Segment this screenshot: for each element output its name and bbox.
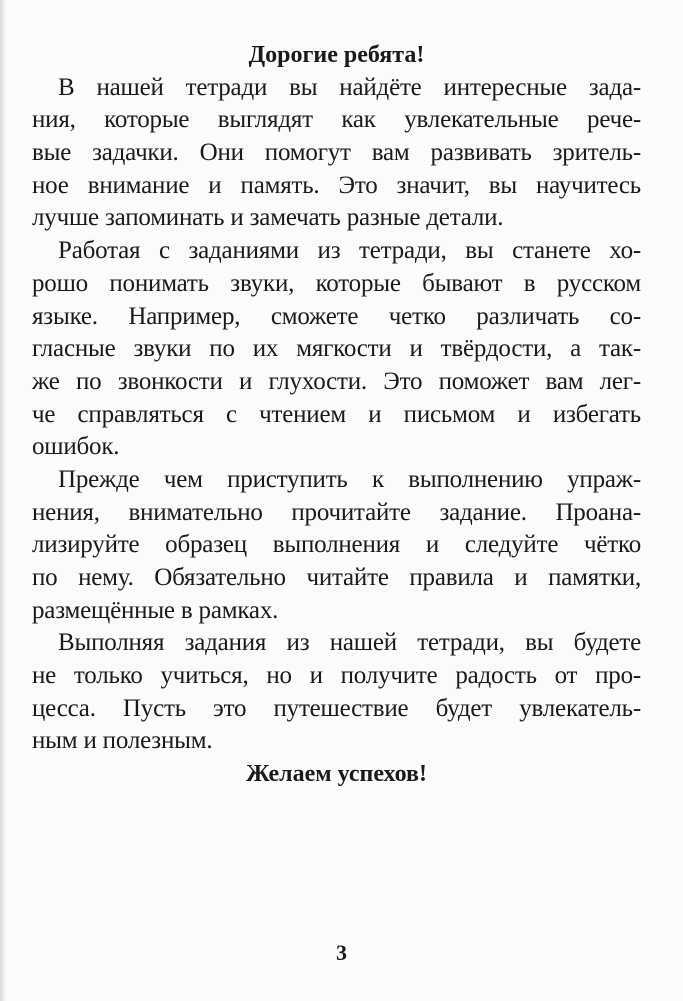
- closing-wish: Желаем успехов!: [246, 761, 427, 788]
- text-line: Работая с заданиями из тетради, вы станете хо-: [58, 237, 641, 265]
- text-line: же по звонкости и глухости. Это поможет вам лег-: [32, 367, 641, 395]
- text-line: гласные звуки по их мягкости и твёрдости, а так-: [32, 335, 641, 363]
- text-line: Прежде чем приступить к выполнению упраж-: [58, 465, 641, 493]
- paragraph: [32, 235, 641, 464]
- text-line: по нему. Обязательно читайте правила и памятки,: [32, 564, 641, 591]
- page-title: Дорогие ребята!: [248, 42, 425, 68]
- page-edge-shadow: [0, 0, 6, 1001]
- text-line: языке. Например, сможете четко различать со-: [32, 302, 641, 330]
- paragraph: [32, 464, 641, 627]
- paragraphs: [32, 72, 641, 758]
- text-line: ным и полезным.: [32, 727, 213, 755]
- text-line: ное внимание и память. Это значит, вы научитесь: [32, 171, 641, 199]
- paragraph: [32, 627, 641, 758]
- page-body: [32, 39, 641, 791]
- text-line: ошибок.: [32, 433, 120, 461]
- text-line: нения, внимательно прочитайте задание. Проана-: [32, 498, 641, 526]
- text-line: Выполняя задания из нашей тетради, вы будете: [58, 629, 641, 657]
- text-line: размещённые в рамках.: [32, 596, 279, 624]
- text-line: че справляться с чтением и письмом и избегать: [32, 400, 641, 428]
- text-line: цесса. Пусть это путешествие будет увлекатель-: [32, 694, 641, 722]
- text-line: не только учиться, но и получите радость от про-: [32, 662, 641, 690]
- text-line: вые задачки. Они помогут вам развивать зритель-: [32, 139, 641, 167]
- text-line: ния, которые выглядят как увлекательные рече-: [32, 106, 641, 134]
- page-number: 3: [336, 940, 347, 965]
- text-line: лучше запоминать и замечать разные детали.: [32, 204, 504, 232]
- text-line: лизируйте образец выполнения и следуйте чётко: [32, 531, 641, 559]
- paragraph: [32, 72, 641, 235]
- text-line: В нашей тетради вы найдёте интересные зада-: [58, 73, 641, 101]
- text-line: рошо понимать звуки, которые бывают в русском: [32, 269, 641, 297]
